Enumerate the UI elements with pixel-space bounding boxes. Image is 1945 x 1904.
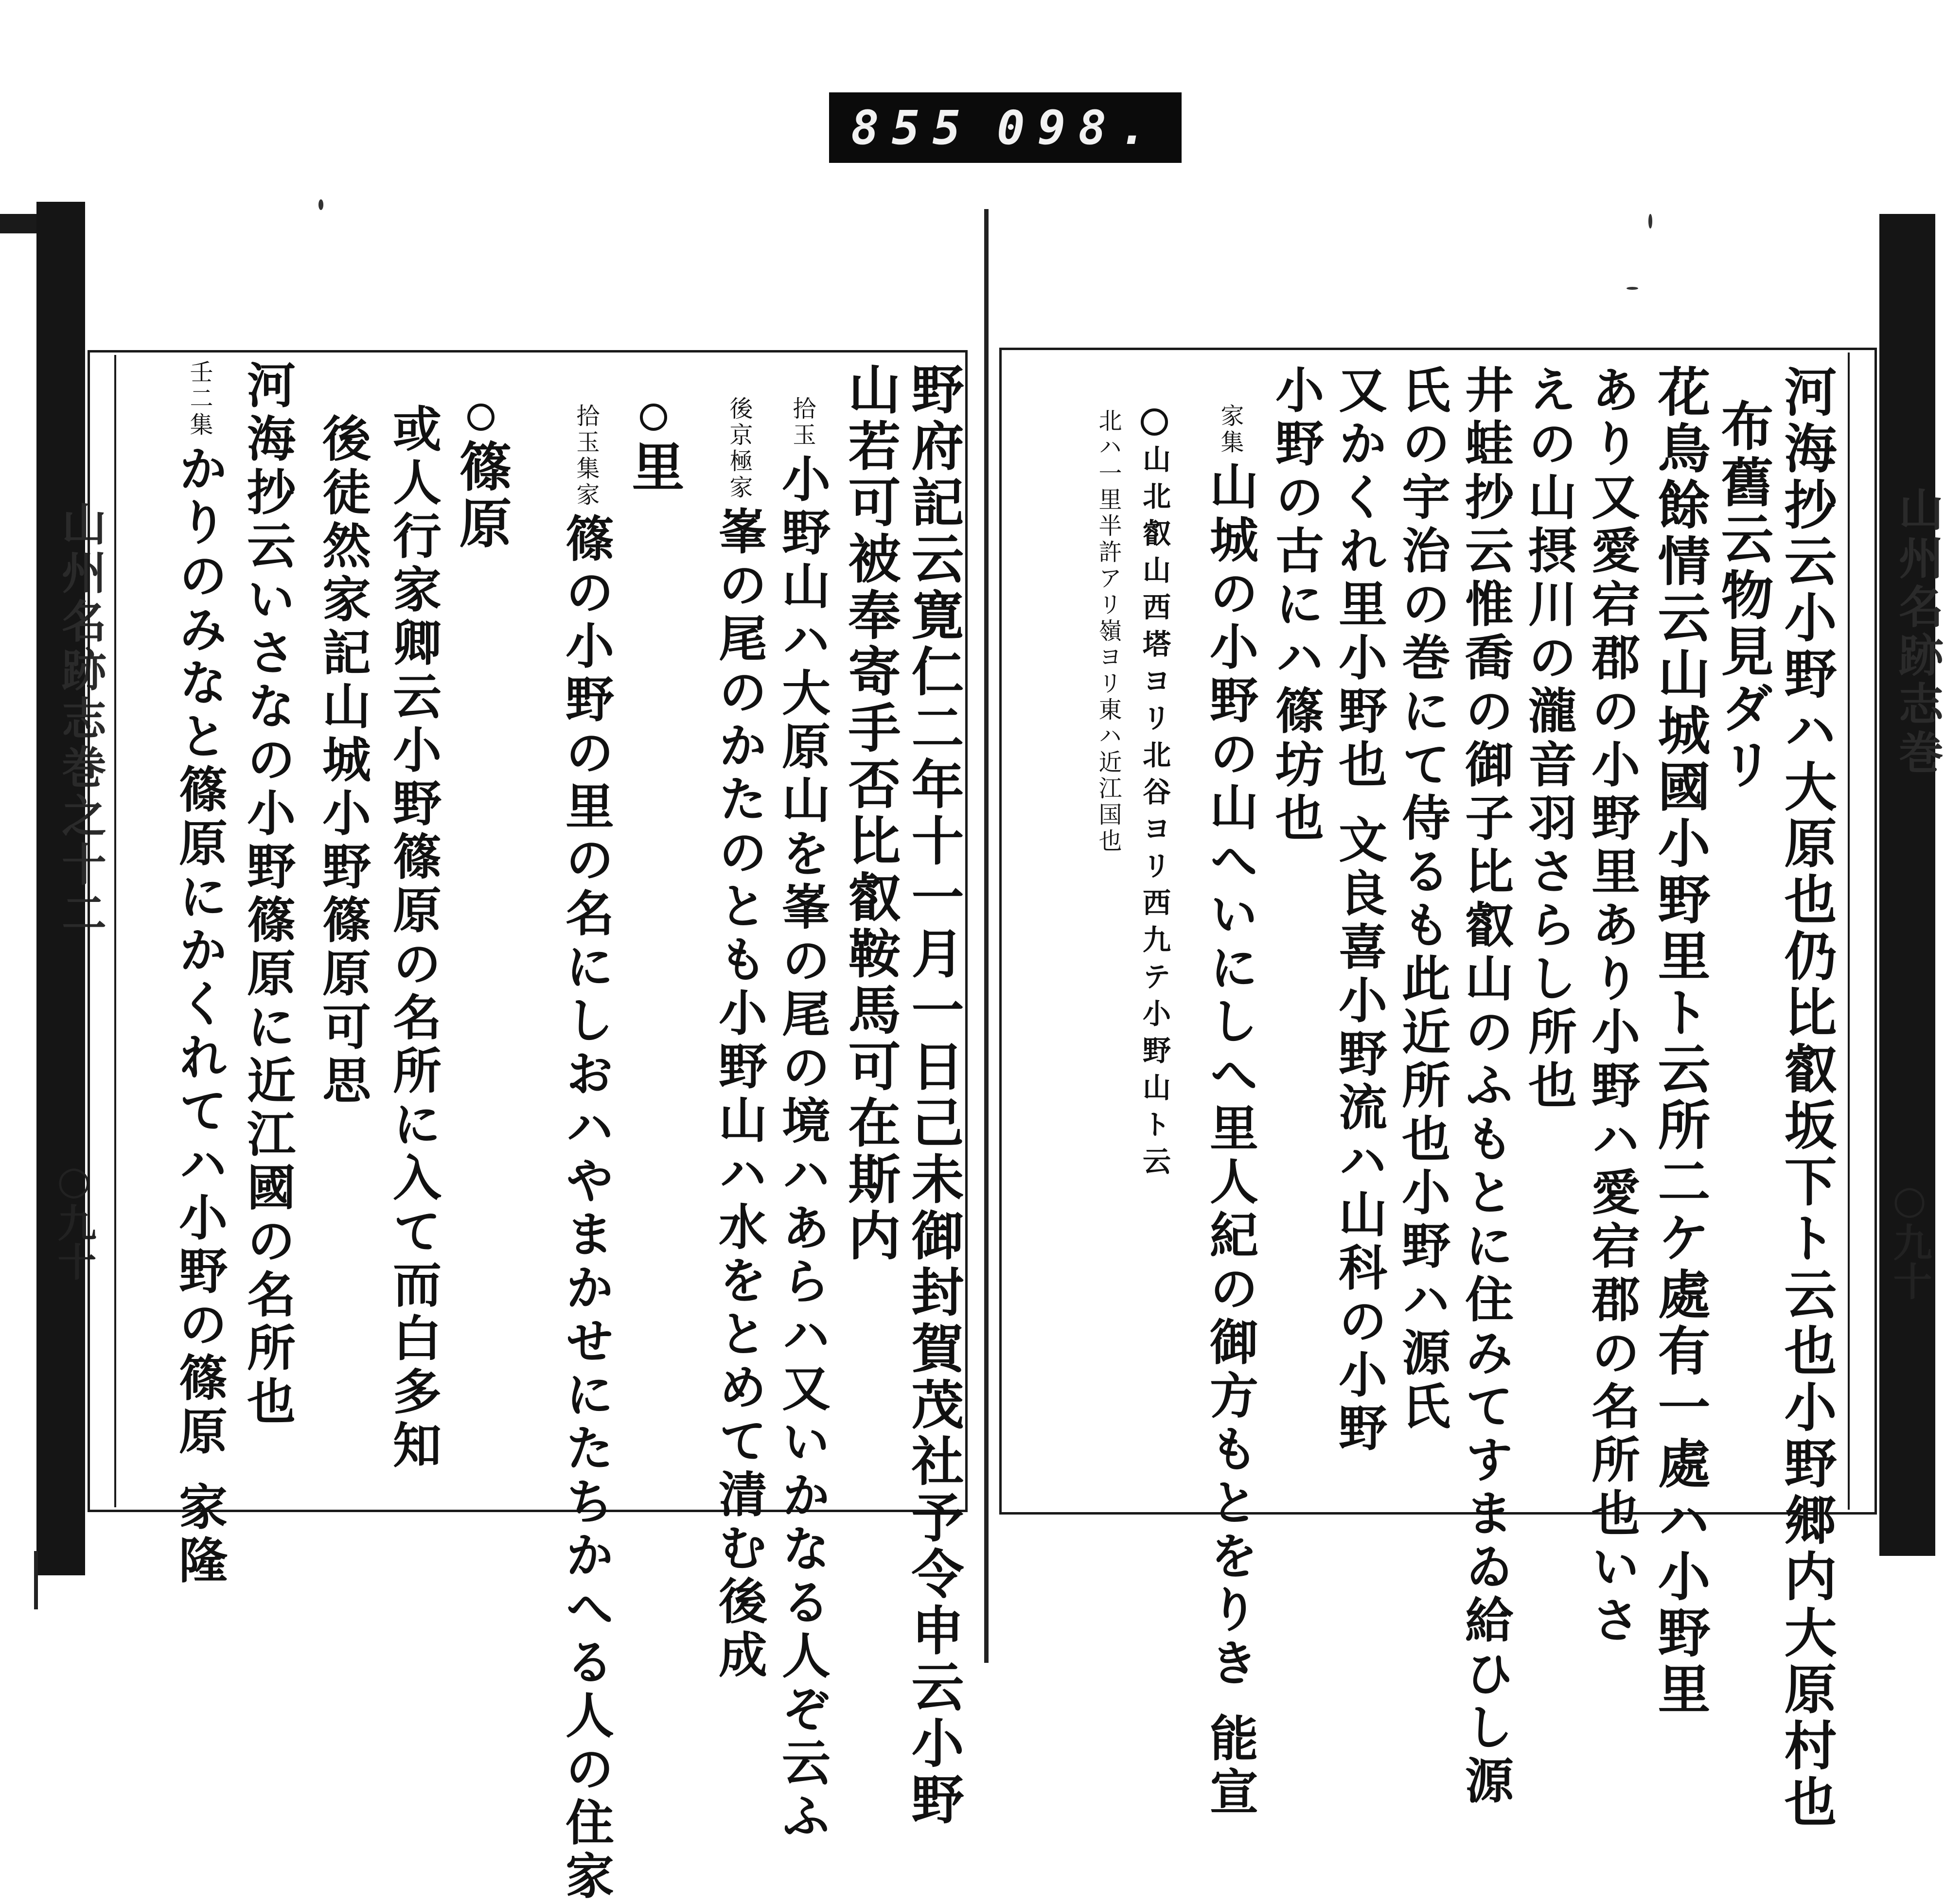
left-page-column xyxy=(171,360,228,1588)
right-page-column xyxy=(1096,408,1120,855)
left-page-column xyxy=(839,362,901,1265)
source-note: 拾玉集家 xyxy=(572,404,600,509)
left-running-head: 山州名跡志巻之十二 xyxy=(54,501,107,938)
right-binding-strip xyxy=(1879,214,1935,1556)
left-page-number: ○九十 xyxy=(51,1157,97,1281)
column-text: 或人行家卿云小野篠原の名所に入て而白多知 xyxy=(385,404,442,1473)
column-text: 山北叡山西塔ヨリ北谷ヨリ西九テ小野山ト云 xyxy=(1138,444,1171,1183)
left-page-column xyxy=(623,404,684,496)
right-page-column xyxy=(1202,404,1259,1820)
page-number-label: 098. xyxy=(996,100,1160,155)
left-page-column xyxy=(239,360,296,1429)
left-page-column xyxy=(557,404,615,1904)
right-page-column xyxy=(1138,408,1171,1183)
column-text: 河海抄云小野ハ大原也仍比叡坂下ト云也小野郷内大原村也 xyxy=(1775,365,1837,1831)
left-page-column xyxy=(710,396,768,1683)
column-text: 山城の小野の山へいにしへ里人紀の御方もとをりき 能宣 xyxy=(1202,461,1259,1820)
paper-speck xyxy=(1648,214,1652,229)
left-page-column xyxy=(450,404,512,552)
archive-label-plate xyxy=(829,92,1182,163)
source-note: 家集 xyxy=(1217,404,1244,456)
column-text: 峯の尾のかたのとも小野山ハ水をとめて清む後成 xyxy=(710,506,768,1683)
right-page-number: ○九十 xyxy=(1887,1177,1932,1300)
right-page-column xyxy=(1267,365,1325,846)
right-running-head: 山州名跡志巻 xyxy=(1892,486,1944,778)
right-page-column xyxy=(1583,365,1641,1648)
column-text: かりのみなと篠原にかくれてハ小野の篠原 家隆 xyxy=(171,443,228,1588)
right-page-column xyxy=(1394,365,1451,1434)
section-circle-mark xyxy=(640,404,667,431)
paper-speck xyxy=(1627,287,1638,290)
section-circle-mark xyxy=(1141,408,1168,436)
column-text: 河海抄云いさなの小野篠原に近江國の名所也 xyxy=(239,360,296,1429)
column-text: 野府記云寛仁二年十一月一日己未御封賀茂社予令申云小野 xyxy=(902,362,964,1829)
column-text: あり又愛宕郡の小野里あり小野ハ愛宕郡の名所也いさ xyxy=(1583,365,1641,1648)
volume-number: 855 xyxy=(851,100,973,155)
column-text: えの山摂川の瀧音羽さらし所也 xyxy=(1520,365,1577,1113)
left-page-column xyxy=(385,404,442,1473)
column-text: 里 xyxy=(623,440,684,496)
right-inner-rule xyxy=(1848,353,1850,1510)
column-text: 山若可被奉寄手否比叡鞍馬可在斯内 xyxy=(839,362,901,1265)
right-page-column xyxy=(1649,365,1710,1718)
column-text: 篠原 xyxy=(450,440,512,552)
edge-mark xyxy=(34,1551,38,1609)
right-page-column xyxy=(1775,365,1837,1831)
left-page-column xyxy=(902,362,964,1829)
column-text: 布舊云物見ダリ xyxy=(1712,399,1773,793)
right-page-column xyxy=(1712,399,1773,793)
source-note: 壬二集 xyxy=(186,360,213,439)
source-note: 拾玉 xyxy=(789,396,816,449)
section-circle-mark xyxy=(467,404,495,431)
left-page-column xyxy=(314,413,371,1109)
column-text: 小野山ハ大原山を峯の尾の境ハあらハ又いかなる人ぞ云ふ xyxy=(774,454,831,1844)
column-text: 篠の小野の里の名にしおハやまかせにたちかへる人の住家 xyxy=(557,513,615,1904)
column-text: 花鳥餘情云山城國小野里ト云所二ケ處有一處ハ小野里 xyxy=(1649,365,1710,1718)
column-text: 井蛙抄云惟喬の御子比叡山のふもとに住みてすまゐ給ひし源 xyxy=(1457,365,1514,1809)
left-page-column xyxy=(774,396,831,1844)
paper-speck xyxy=(318,199,323,210)
column-text: 後徒然家記山城小野篠原可思 xyxy=(314,413,371,1109)
column-text: 氏の宇治の巻にて侍るも此近所也小野ハ源氏 xyxy=(1394,365,1451,1434)
column-text: 小野の古にハ篠坊也 xyxy=(1267,365,1325,846)
right-page-column xyxy=(1457,365,1514,1809)
source-note: 後京極家 xyxy=(725,396,753,501)
column-text: 又かくれ里小野也 文良喜小野流ハ山科の小野 xyxy=(1330,365,1388,1456)
right-page-column xyxy=(1520,365,1577,1113)
left-inner-rule xyxy=(114,355,116,1507)
book-gutter xyxy=(984,209,989,1663)
column-text: 北ハ一里半許アリ嶺ヨリ東ハ近江国也 xyxy=(1095,408,1122,855)
right-page-column xyxy=(1330,365,1388,1456)
